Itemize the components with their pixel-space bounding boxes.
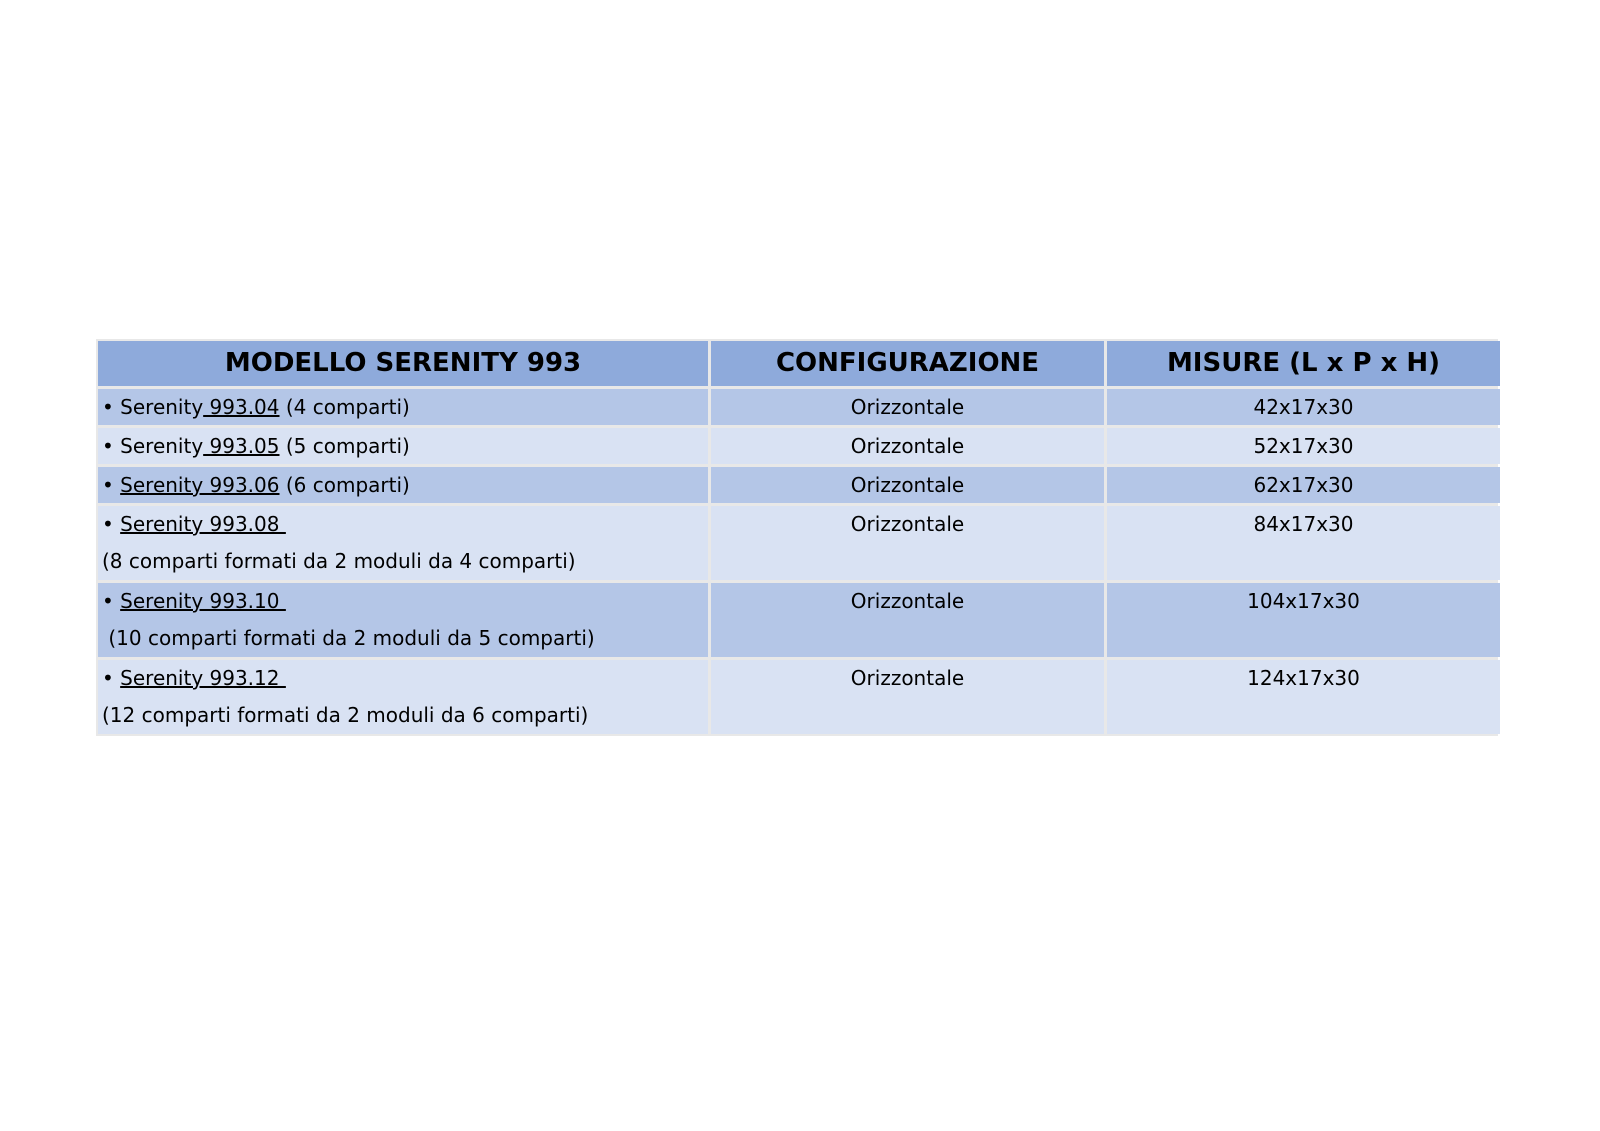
- table-row-dimensions: 42x17x30: [1107, 389, 1500, 425]
- dimensions-value: 84x17x30: [1253, 512, 1354, 536]
- table-row-model: [98, 506, 708, 580]
- table-row-configuration: Orizzontale: [711, 428, 1104, 464]
- table-row-configuration: [711, 660, 1104, 734]
- table-row-configuration: [711, 583, 1104, 657]
- model-detail: (12 comparti formati da 2 moduli da 6 comparti): [102, 703, 589, 727]
- bullet: •: [102, 589, 121, 613]
- table-row-model: [98, 660, 708, 734]
- model-suffix: (6 comparti): [279, 473, 410, 497]
- model-link[interactable]: Serenity 993.08: [120, 512, 286, 536]
- table-row-configuration: [711, 506, 1104, 580]
- header-model: MODELLO SERENITY 993: [98, 341, 708, 386]
- model-suffix: (4 comparti): [279, 395, 410, 419]
- model-detail: (8 comparti formati da 2 moduli da 4 comparti): [102, 549, 576, 573]
- table-row-configuration: Orizzontale: [711, 467, 1104, 503]
- table-row-dimensions: [1107, 583, 1500, 657]
- configuration-value: Orizzontale: [850, 512, 965, 536]
- header-configuration: CONFIGURAZIONE: [711, 341, 1104, 386]
- table-row-configuration: Orizzontale: [711, 389, 1104, 425]
- configuration-value: Orizzontale: [850, 589, 965, 613]
- bullet: •: [102, 512, 121, 536]
- dimensions-value: 104x17x30: [1247, 589, 1360, 613]
- configuration-value: Orizzontale: [850, 666, 965, 690]
- dimensions-value: 124x17x30: [1247, 666, 1360, 690]
- model-link[interactable]: 993.05: [203, 434, 280, 458]
- bullet: •: [102, 666, 121, 690]
- model-link[interactable]: 993.04: [203, 395, 280, 419]
- table-row-dimensions: [1107, 660, 1500, 734]
- model-suffix: (5 comparti): [279, 434, 410, 458]
- model-link[interactable]: Serenity 993.10: [120, 589, 286, 613]
- table-row-dimensions: 52x17x30: [1107, 428, 1500, 464]
- table-row-dimensions: [1107, 506, 1500, 580]
- table-row-model: [98, 583, 708, 657]
- models-table: [96, 339, 1498, 736]
- bullet: •: [102, 395, 121, 419]
- model-prefix: Serenity: [120, 434, 204, 458]
- bullet: •: [102, 473, 121, 497]
- bullet: •: [102, 434, 121, 458]
- table-row-dimensions: 62x17x30: [1107, 467, 1500, 503]
- model-link[interactable]: Serenity 993.06: [120, 473, 280, 497]
- table-row-model: [98, 428, 708, 464]
- table-row-model: [98, 389, 708, 425]
- model-link[interactable]: Serenity 993.12: [120, 666, 286, 690]
- model-detail: (10 comparti formati da 2 moduli da 5 comparti): [102, 626, 595, 650]
- table-row-model: [98, 467, 708, 503]
- header-dimensions: MISURE (L x P x H): [1107, 341, 1500, 386]
- model-prefix: Serenity: [120, 395, 204, 419]
